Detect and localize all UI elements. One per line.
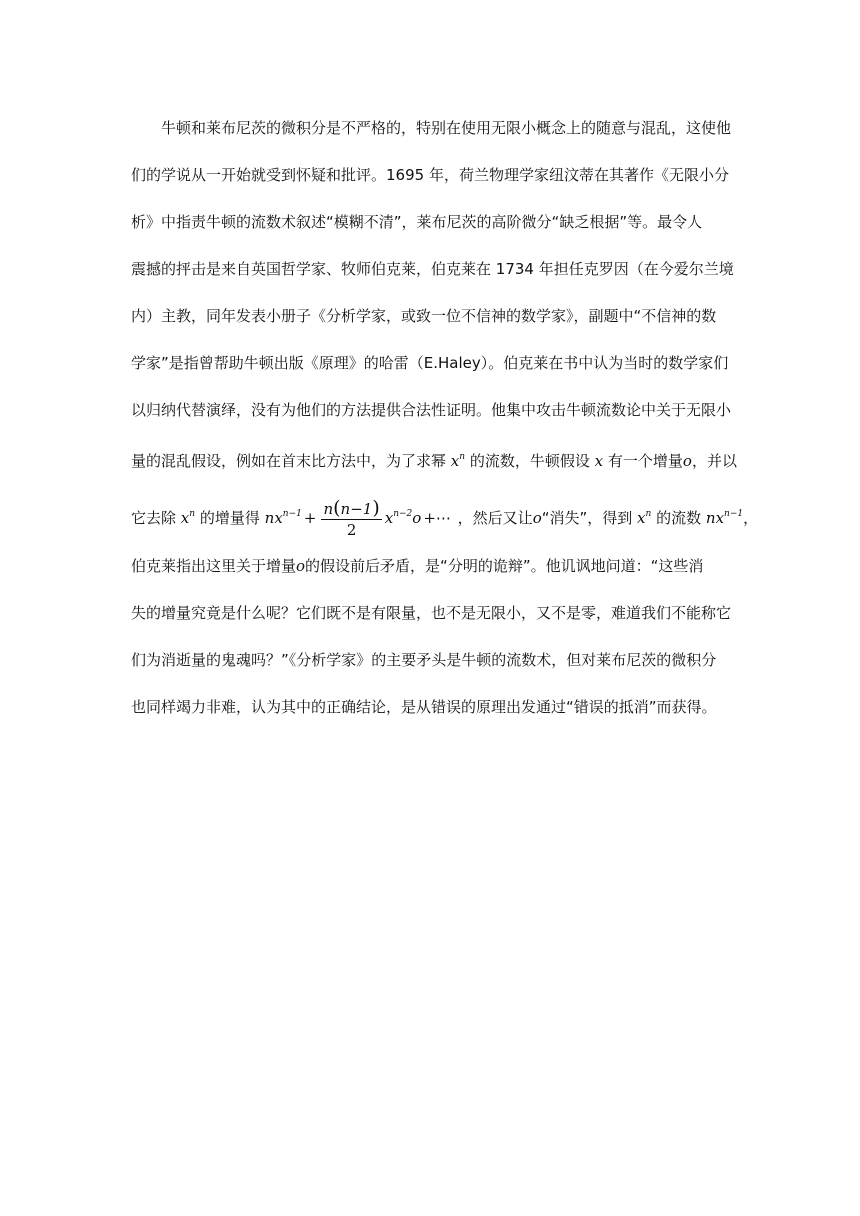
text-segment: 它去除: [131, 509, 177, 527]
text-line: 以归纳代替演绎，没有为他们的方法提供合法性证明。他集中攻击牛顿流数论中关于无限小: [131, 401, 732, 419]
text-segment: 的流数，牛顿假设: [469, 452, 590, 470]
fraction-numerator: n(n−1): [323, 496, 380, 519]
fraction-denominator: 2: [346, 520, 357, 539]
math-x-power-n: $x^n$: [637, 509, 652, 527]
math-increment-o: ο: [296, 557, 306, 575]
text-line: 震撼的抨击是来自英国哲学家、牧师伯克莱，伯克莱在 1734 年担任克罗因（在今爱尔兰境: [131, 260, 734, 278]
text-segment: 有一个增量: [607, 452, 683, 470]
text-line-with-math: [131, 441, 735, 488]
text-line: 牛顿和莱布尼茨的微积分是不严格的，特别在使用无限小概念上的随意与混乱，这使他: [161, 119, 732, 137]
text-segment: “消失”，得到: [541, 509, 633, 527]
text-line: 内）主教，同年发表小册子《分析学家，或致一位不信神的数学家》，副题中“不信神的数: [131, 307, 717, 325]
math-increment-o: ο: [532, 509, 542, 527]
text-segment: 的假设前后矛盾，是“分明的诡辩”。他讥讽地问道：“这些消: [305, 557, 704, 575]
math-increment-o: ο: [682, 452, 692, 470]
text-segment: 量的混乱假设，例如在首末比方法中，为了求幂: [131, 452, 447, 470]
text-segment: 的流数: [656, 509, 702, 527]
text-line-with-formula: [131, 488, 759, 550]
fraction: [321, 498, 381, 540]
text-line: 失的增量究竟是什么呢？它们既不是有限量，也不是无限小，又不是零，难道我们不能称它: [131, 604, 732, 622]
math-x: x: [594, 452, 604, 470]
text-segment: ，然后又让: [457, 509, 533, 527]
text-line: 析》中指责牛顿的流数术叙述“模糊不清”，莱布尼茨的高阶微分“缺乏根据”等。最令人: [131, 213, 703, 231]
text-segment: 伯克莱指出这里关于增量: [131, 557, 297, 575]
text-line: 学家”是指曾帮助牛顿出版《原理》的哈雷（E.Haley）。伯克莱在书中认为当时的数学家们: [131, 354, 729, 372]
body-paragraph: [131, 112, 759, 738]
text-segment: 的增量得: [199, 509, 260, 527]
text-segment: ，并以: [691, 452, 737, 470]
text-line-with-math: [131, 550, 735, 597]
text-line: 们为消逝量的鬼魂吗？”《分析学家》的主要矛头是牛顿的流数术，但对莱布尼茨的微积分: [131, 651, 717, 669]
text-segment: ，: [743, 509, 759, 527]
text-line: 们的学说从一开始就受到怀疑和批评。1695 年，荷兰物理学家纽汶蒂在其著作《无限小分: [131, 166, 729, 184]
math-x-power-n: $x^n$: [180, 509, 196, 527]
math-x-power-n: $x^n$: [450, 452, 466, 470]
math-derivative: $nx^{n-1}$: [705, 509, 744, 527]
series-expansion: $nx^{n-1}$ + $\frac{n(n-1)}{2}$ $x^{n-2}o$ +⋯: [264, 496, 451, 539]
text-line: 也同样竭力非难，认为其中的正确结论，是从错误的原理出发通过“错误的抵消”而获得。: [131, 698, 717, 716]
